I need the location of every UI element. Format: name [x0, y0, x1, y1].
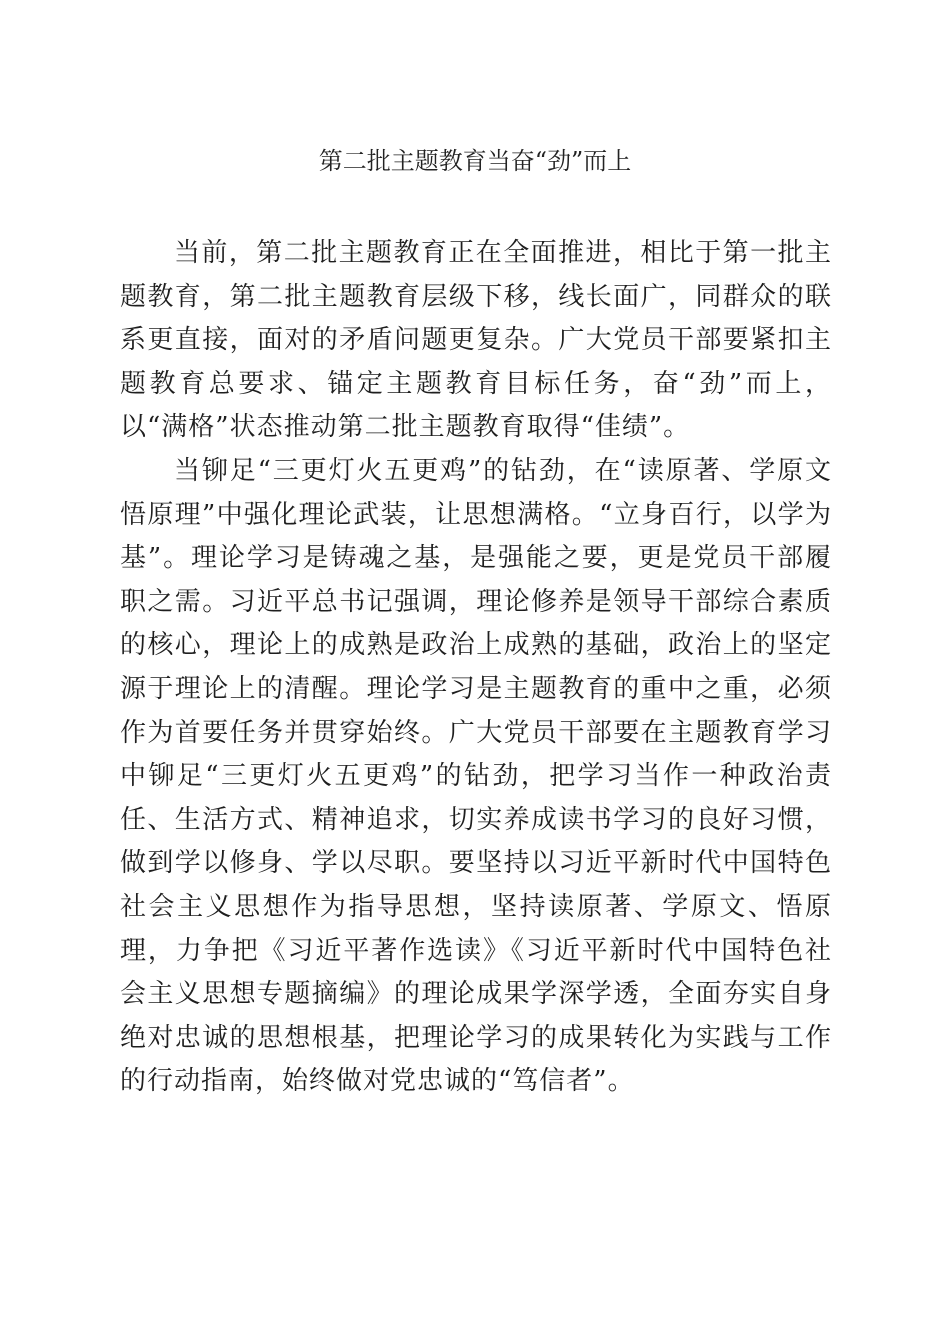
document-title: 第二批主题教育当奋“劲”而上: [318, 147, 632, 175]
paragraph-theory-study: 当铆足“三更灯火五更鸡”的钻劲，在“读原著、学原文悟原理”中强化理论武装，让思想满格。“立身百行，以学为基”。理论学习是铸魂之基，是强能之要，更是党员干部履职之需。习近平总书记强调，理论修养是领导干部综合素质的核心，理论上的成熟是政治上成熟的基础，政治上的坚定源于理论上的清醒。理论学习是主题教育的重中之重，必须作为首要任务并贯穿始终。广大党员干部要在主题教育学习中铆足“三更灯火五更鸡”的钻劲，把学习当作一种政治责任、生活方式、精神追求，切实养成读书学习的良好习惯，做到学以修身、学以尽职。要坚持以习近平新时代中国特色社会主义思想作为指导思想，坚持读原著、学原文、悟原理，力争把《习近平著作选读》《习近平新时代中国特色社会主义思想专题摘编》的理论成果学深学透，全面夯实自身绝对忠诚的思想根基，把理论学习的成果转化为实践与工作的行动指南，始终做对党忠诚的“笃信者”。: [120, 455, 832, 1097]
document-body: [120, 232, 832, 1104]
paragraph-intro: 当前，第二批主题教育正在全面推进，相比于第一批主题教育，第二批主题教育层级下移，线长面广，同群众的联系更直接，面对的矛盾问题更复杂。广大党员干部要紧扣主题教育总要求、锚定主题教育目标任务，奋“劲”而上，以“满格”状态推动第二批主题教育取得“佳绩”。: [120, 238, 832, 443]
